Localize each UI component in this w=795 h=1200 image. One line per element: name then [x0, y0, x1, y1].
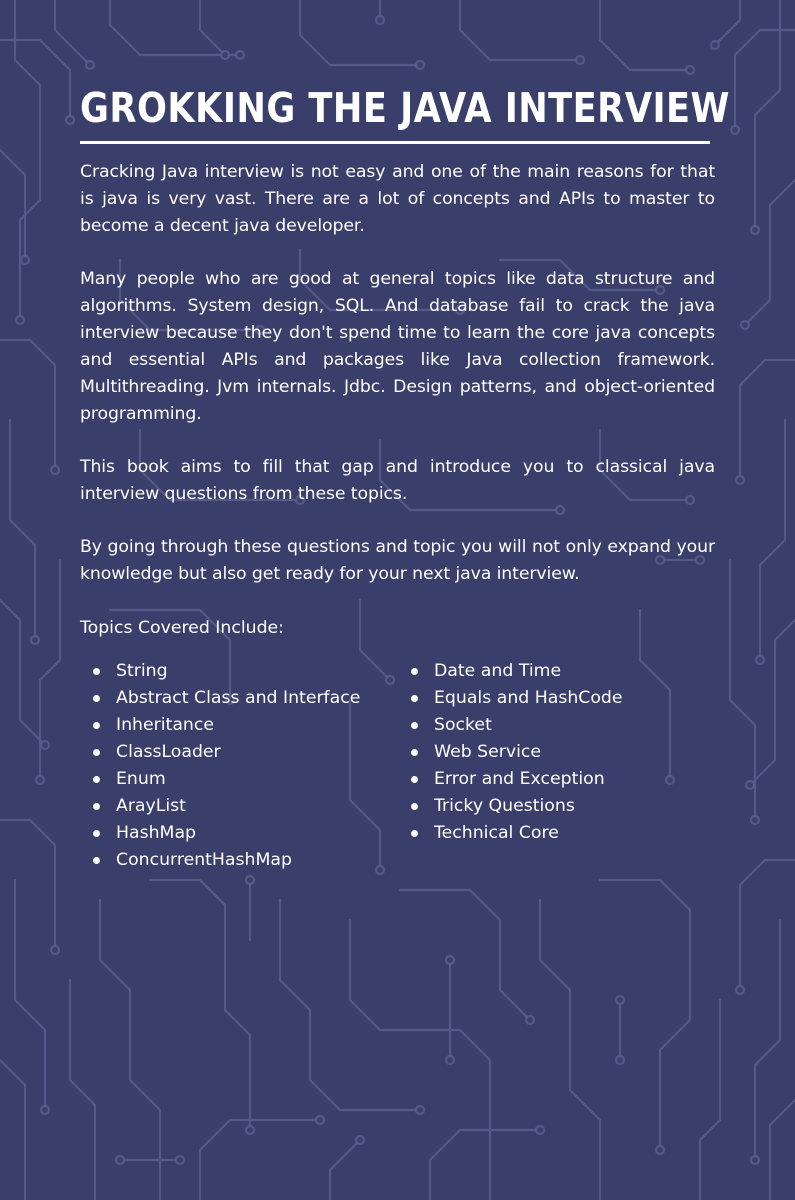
- bullet-icon: [93, 776, 100, 783]
- list-item: [80, 766, 398, 793]
- title-underline: [80, 141, 710, 144]
- bullet-icon: [411, 722, 418, 729]
- bullet-icon: [93, 668, 100, 675]
- list-item: [80, 685, 398, 712]
- bullet-icon: [93, 830, 100, 837]
- list-item: [80, 712, 398, 739]
- bullet-icon: [411, 776, 418, 783]
- topic-label: Enum: [116, 769, 166, 789]
- topics-column-left: [80, 658, 398, 874]
- list-item: [398, 739, 623, 766]
- topic-label: Technical Core: [434, 823, 559, 843]
- bullet-icon: [93, 749, 100, 756]
- bullet-icon: [411, 803, 418, 810]
- topic-label: Date and Time: [434, 661, 562, 681]
- book-title: GROKKING THE JAVA INTERVIEW: [80, 84, 730, 132]
- benefit-paragraph: By going through these questions and topic you will not only expand your knowledge but also get ready for your next java interview.: [80, 537, 715, 584]
- topic-label: String: [116, 661, 168, 681]
- topic-label: Inheritance: [116, 715, 214, 735]
- bullet-icon: [93, 695, 100, 702]
- bullet-icon: [93, 857, 100, 864]
- list-item: [80, 793, 398, 820]
- list-item: [80, 739, 398, 766]
- goal-paragraph: This book aims to fill that gap and introduce you to classical java interview questions from these topics.: [80, 457, 715, 504]
- list-item: [398, 820, 623, 847]
- list-item: [398, 685, 623, 712]
- list-item: [398, 793, 623, 820]
- audience-paragraph: Many people who are good at general topics like data structure and algorithms. System design, SQL. And database fail to crack the java interview because they don't spend time to learn the core java concepts and essential APIs and packages like Java collection framework. Multithreading. Jvm internals. Jdbc. Design patterns, and object-oriented programming.: [80, 269, 715, 424]
- bullet-icon: [411, 830, 418, 837]
- list-item: [80, 847, 398, 874]
- topic-label: Abstract Class and Interface: [116, 688, 361, 708]
- topics-column-right: [398, 658, 623, 874]
- list-item: [398, 712, 623, 739]
- list-item: [398, 658, 623, 685]
- topic-label: Error and Exception: [434, 769, 605, 789]
- bullet-icon: [411, 668, 418, 675]
- topics-list: [80, 658, 715, 874]
- bullet-icon: [411, 695, 418, 702]
- topic-label: HashMap: [116, 823, 197, 843]
- bullet-icon: [93, 803, 100, 810]
- list-item: [80, 820, 398, 847]
- bullet-icon: [411, 749, 418, 756]
- list-item: [398, 766, 623, 793]
- topics-heading: Topics Covered Include:: [80, 618, 285, 638]
- bullet-icon: [93, 722, 100, 729]
- cover-text-block: [80, 78, 730, 874]
- intro-paragraph: Cracking Java interview is not easy and one of the main reasons for that is java is very vast. There are a lot of concepts and APIs to master to become a decent java developer.: [80, 162, 715, 236]
- list-item: [80, 658, 398, 685]
- topic-label: ConcurrentHashMap: [116, 850, 292, 870]
- topic-label: ClassLoader: [116, 742, 221, 762]
- topic-label: Equals and HashCode: [434, 688, 623, 708]
- topic-label: Socket: [434, 715, 492, 735]
- topic-label: Web Service: [434, 742, 542, 762]
- topic-label: Tricky Questions: [434, 796, 575, 816]
- topic-label: ArayList: [116, 796, 186, 816]
